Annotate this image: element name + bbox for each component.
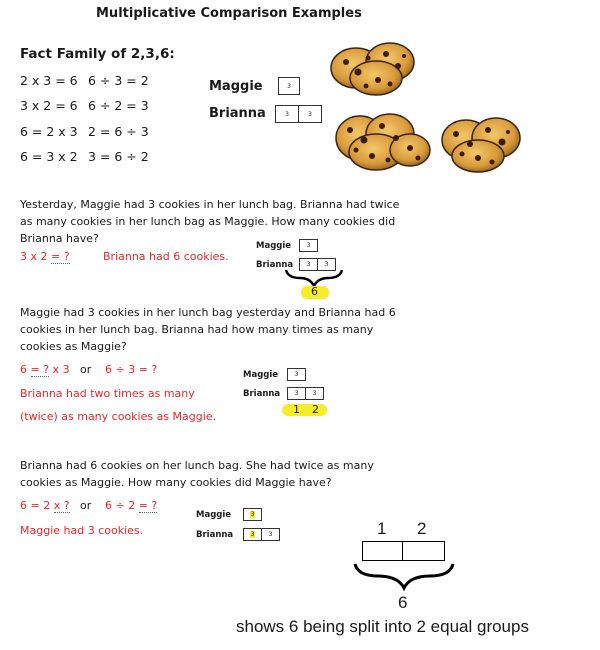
p1-model-brianna-box-2: 3 (317, 258, 336, 271)
fact-family-heading: Fact Family of 2,3,6: (20, 46, 175, 62)
top-model-brianna-box-1: 3 (275, 105, 299, 123)
problem-3-equation-2: 6 ÷ 2 = ? (105, 499, 158, 512)
p3-model-maggie-box: 3 (243, 508, 262, 521)
big-model-brace-icon (352, 560, 456, 592)
p2-model-count-2: 2 (312, 403, 319, 416)
fact-row-4b: 3 = 6 ÷ 2 (88, 149, 149, 164)
problem-2-equation-1: 6 = ? x 3 (20, 363, 70, 376)
big-model-box-1 (362, 541, 404, 561)
p1-model-total: 6 (311, 285, 318, 298)
p3-model-brianna-box-1: 3 (243, 528, 262, 541)
big-model-label-1: 1 (377, 519, 387, 538)
p3-model-brianna-label: Brianna (196, 530, 234, 540)
problem-1-answer: Brianna had 6 cookies. (103, 250, 229, 263)
fact-row-3b: 2 = 6 ÷ 3 (88, 124, 149, 139)
p1-model-brianna-label: Brianna (256, 260, 294, 270)
problem-3-text: Brianna had 6 cookies on her lunch bag. She had twice as many cookies as Maggie. How many cookies did Maggie have? (20, 459, 374, 489)
fact-row-2a: 3 x 2 = 6 (20, 98, 78, 113)
problem-1-text: Yesterday, Maggie had 3 cookies in her lunch bag. Brianna had twice as many cookies in her lunch bag as Maggie. How many cookies did Brianna have? (20, 198, 400, 245)
big-model-box-2 (402, 541, 445, 561)
p2-model-brianna-box-1: 3 (287, 387, 306, 400)
p2-model-maggie-label: Maggie (243, 370, 279, 380)
big-model-caption: shows 6 being split into 2 equal groups (236, 617, 529, 636)
top-model-brianna-label: Brianna (209, 106, 266, 121)
cookie-pile-icon (328, 40, 598, 190)
p2-model-count-1: 1 (293, 403, 300, 416)
problem-2-equation-2: 6 ÷ 3 = ? (105, 363, 158, 376)
problem-2-answer-line-1: Brianna had two times as many (20, 387, 195, 400)
big-model-label-2: 2 (417, 519, 427, 538)
top-model-maggie-box: 3 (278, 77, 300, 95)
top-model-maggie-label: Maggie (209, 79, 263, 94)
big-model-total: 6 (398, 593, 408, 612)
problem-3-or: or (80, 499, 92, 512)
p2-model-brianna-label: Brianna (243, 389, 281, 399)
problem-2-or: or (80, 363, 92, 376)
fact-row-1b: 6 ÷ 3 = 2 (88, 73, 149, 88)
p2-model-maggie-box: 3 (287, 368, 306, 381)
p2-highlight (282, 404, 327, 416)
problem-2-text: Maggie had 3 cookies in her lunch bag yesterday and Brianna had 6 cookies in her lunch bag. Brianna had how many times as many cookies as Maggie? (20, 306, 396, 353)
problem-3-answer: Maggie had 3 cookies. (20, 524, 144, 537)
page-title: Multiplicative Comparison Examples (96, 6, 362, 21)
top-model-brianna-box-2: 3 (298, 105, 322, 123)
p1-model-maggie-box: 3 (299, 239, 318, 252)
fact-row-2b: 6 ÷ 2 = 3 (88, 98, 149, 113)
problem-2-answer-line-2: (twice) as many cookies as Maggie. (20, 410, 217, 423)
p2-model-brianna-box-2: 3 (305, 387, 324, 400)
p3-model-brianna-box-2: 3 (261, 528, 280, 541)
problem-1-equation: 3 x 2 = ? (20, 250, 70, 263)
p1-model-brianna-box-1: 3 (299, 258, 318, 271)
fact-row-4a: 6 = 3 x 2 (20, 149, 78, 164)
p3-model-maggie-label: Maggie (196, 510, 232, 520)
p1-model-maggie-label: Maggie (256, 241, 292, 251)
problem-3-equation-1: 6 = 2 x ? (20, 499, 70, 512)
fact-row-1a: 2 x 3 = 6 (20, 73, 78, 88)
fact-row-3a: 6 = 2 x 3 (20, 124, 78, 139)
